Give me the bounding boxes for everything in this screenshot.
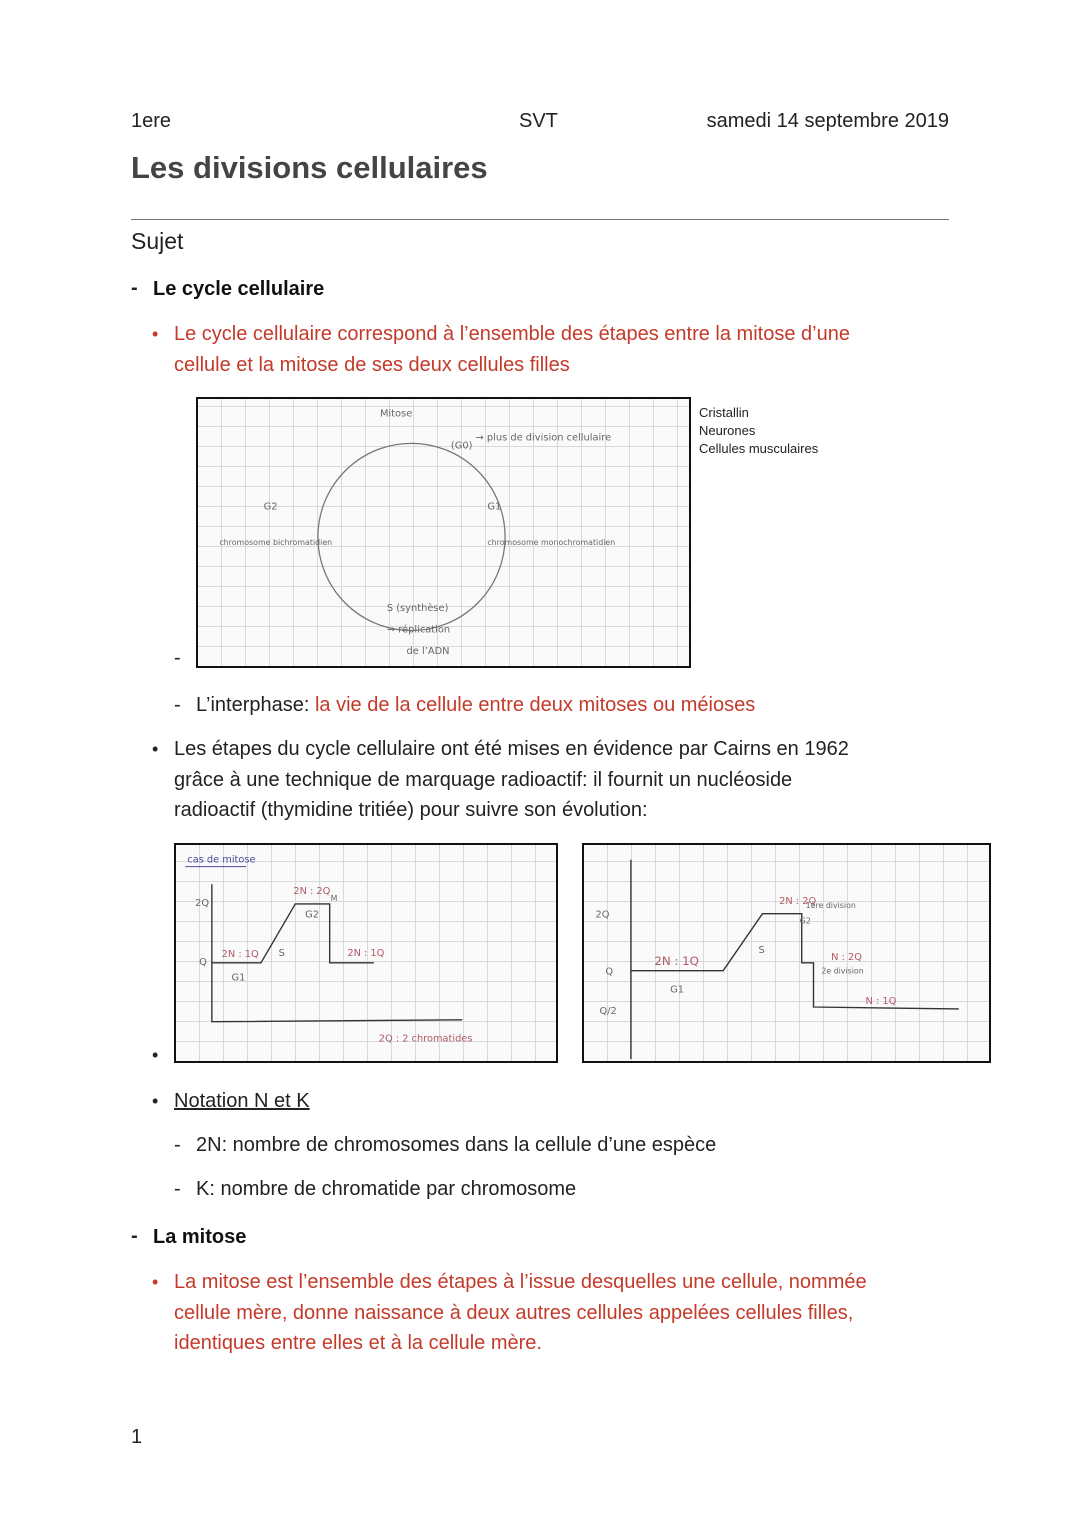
divider [131,219,949,220]
phase-label: G1 [231,972,246,984]
phase-label: M [330,893,338,903]
axis-label: Q/2 [599,1005,617,1017]
label: → réplication [386,624,451,636]
division-label: 2e division [821,966,864,976]
page-title: Les divisions cellulaires [131,150,488,185]
mitosis-dna-graph [174,843,558,1063]
dash-marker: - [131,277,138,299]
page-number: 1 [131,1426,143,1448]
definition: la vie de la cellule entre deux mitoses ou méioses [314,694,756,716]
dash-marker: - [131,1225,138,1247]
notation-heading: Notation N et K [174,1090,310,1112]
bullet-dot: • [152,1091,159,1111]
dash-marker: - [174,647,181,669]
dash-marker: - [174,1178,181,1200]
header-class: 1ere [131,110,172,132]
state-label: 2N : 2Q [779,895,817,907]
section-heading-cycle: Le cycle cellulaire [153,278,325,300]
phase-label: S [278,947,285,959]
dash-marker: - [174,694,181,716]
label: S (synthèse) [386,602,449,614]
meiosis-dna-graph [582,843,991,1063]
label: Mitose [379,408,413,420]
notation-2n: 2N: nombre de chromosomes dans la cellule d’une espèce [196,1134,717,1156]
label: G2 [263,501,278,513]
note: 2Q : 2 chromatides [378,1033,473,1045]
line: cellule mère, donne naissance à deux autres cellules appelées cellules filles, [174,1301,854,1324]
bullet-dot: • [152,1272,159,1292]
label: G1 [487,501,502,513]
header-date: samedi 14 septembre 2019 [706,110,949,132]
label: (G0) [450,440,473,452]
state-label: N : 2Q [831,951,862,963]
label: → plus de division cellulaire [475,432,612,444]
dash-marker: - [174,1134,181,1156]
bullet-dot: • [152,1045,159,1065]
paragraph-cycle-definition [174,319,850,380]
label: chromosome monochromatidien [487,537,616,547]
phase-label: G2 [305,909,319,921]
paragraph-mitose-definition [174,1267,867,1359]
header-subject: SVT [519,110,558,132]
cell-cycle-sketch [196,397,691,668]
state-label: 2N : 1Q [221,948,259,960]
line: Les étapes du cycle cellulaire ont été mises en évidence par Cairns en 1962 [174,738,849,760]
bullet-dot: • [152,739,159,759]
axis-label: Q [605,966,614,978]
line: cellule et la mitose de ses deux cellules filles [174,353,570,376]
phase-label: G2 [799,916,811,926]
subtitle: Sujet [131,228,184,254]
line: La mitose est l’ensemble des étapes à l’issue desquelles une cellule, nommée [174,1271,867,1293]
notation-k: K: nombre de chromatide par chromosome [196,1178,577,1200]
line: radioactif (thymidine tritiée) pour suivre son évolution: [174,799,648,821]
paragraph-cairns [174,734,849,826]
side-item: Cristallin [699,405,749,420]
line: grâce à une technique de marquage radioactif: il fournit un nucléoside [174,768,793,791]
phase-label: G1 [670,984,684,996]
line: identiques entre elles et à la cellule mère. [174,1332,542,1354]
division-label: 1ère division [805,900,856,910]
label: de l’ADN [406,646,450,658]
side-item: Neurones [699,423,756,438]
interphase-line [196,690,755,721]
label: chromosome bichromatidien [219,537,333,547]
axis-label: 2Q [195,897,210,909]
side-item: Cellules musculaires [699,441,819,456]
state-label: 2N : 1Q [654,953,699,968]
graph-title: cas de mitose [187,854,256,866]
state-label: N : 1Q [865,996,897,1008]
phase-label: S [758,945,765,956]
figure-side-list [699,404,818,458]
section-heading-mitose: La mitose [153,1226,247,1248]
state-label: 2N : 2Q [293,886,331,898]
line: Le cycle cellulaire correspond à l’ensemble des étapes entre la mitose d’une [174,323,850,345]
term: L’interphase: [196,694,315,716]
axis-label: Q [199,956,207,968]
bullet-dot: • [152,324,159,344]
axis-label: 2Q [595,909,610,921]
state-label: 2N : 1Q [347,947,385,959]
